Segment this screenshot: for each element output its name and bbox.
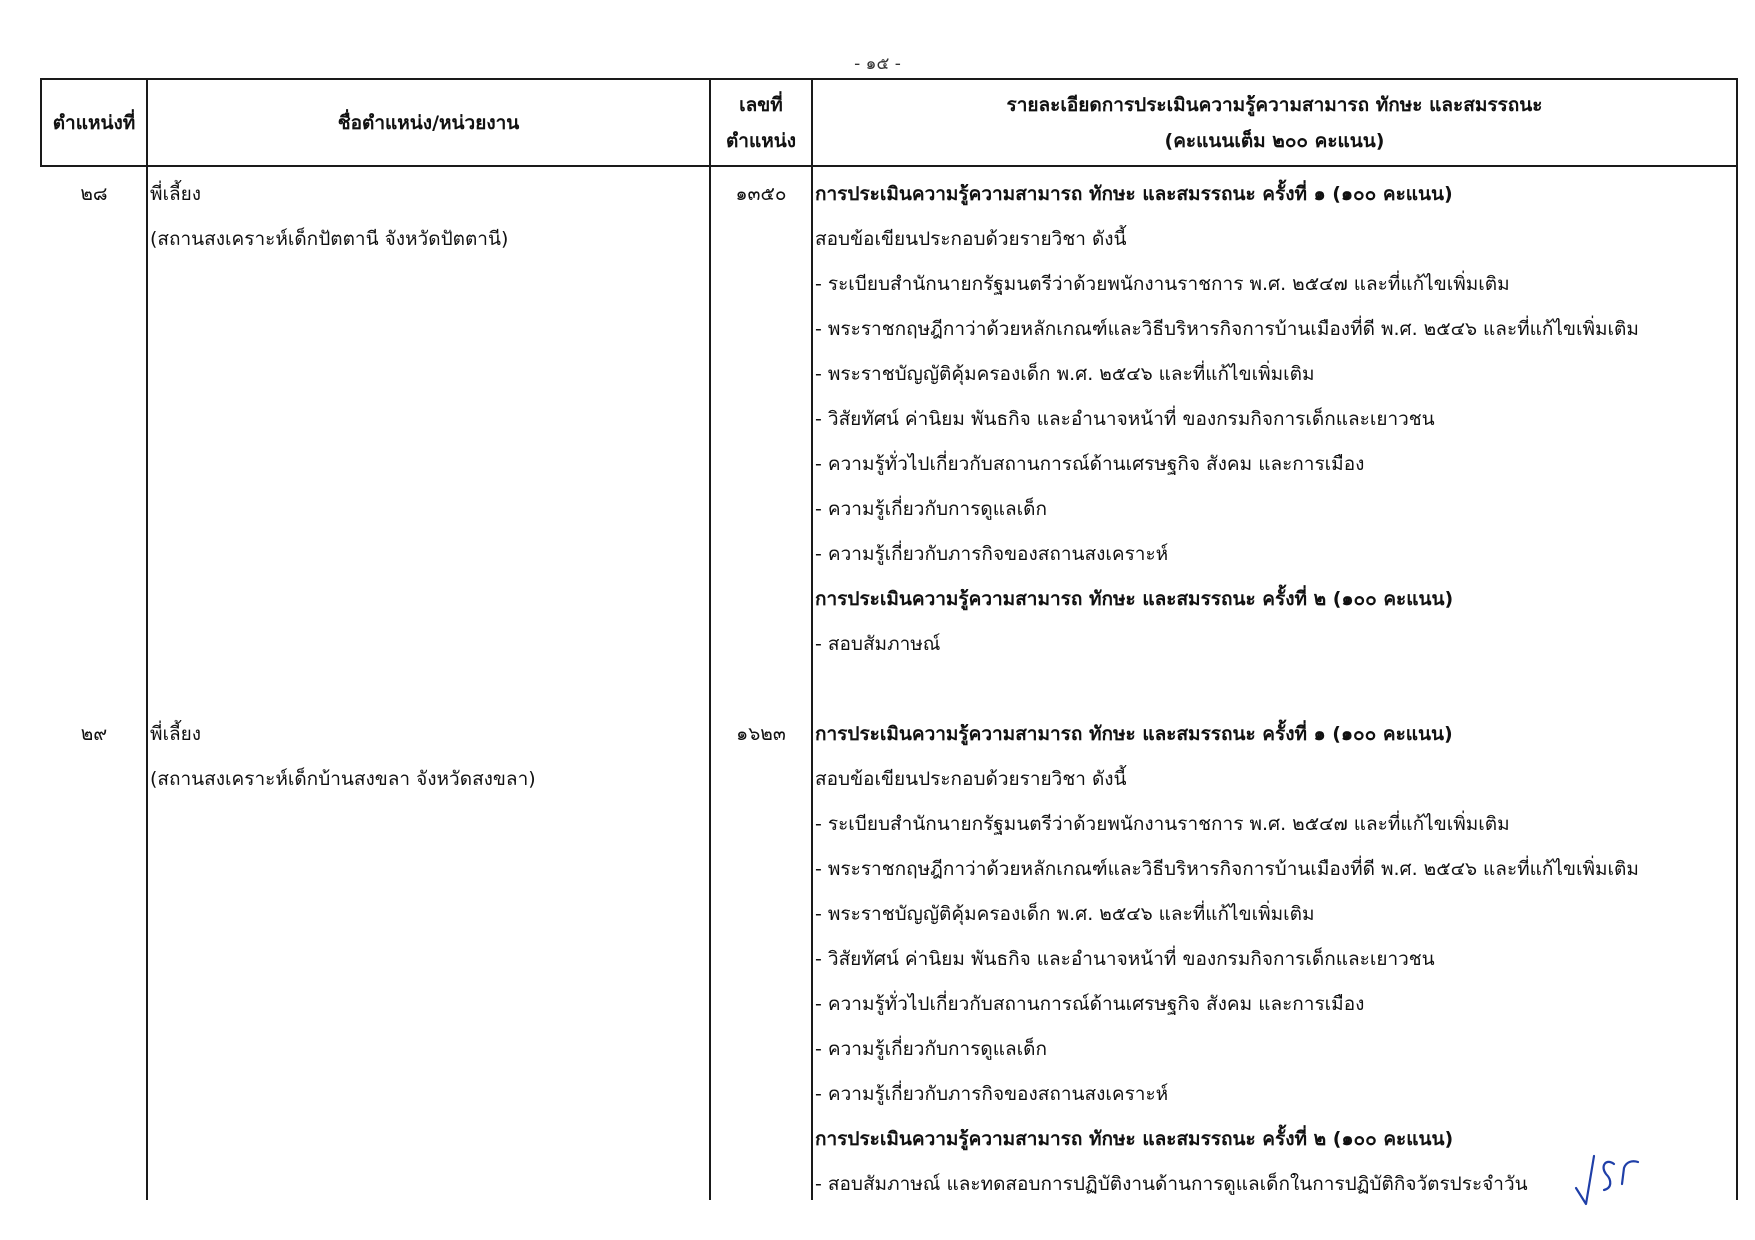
detail-line: - พระราชบัญญัติคุ้มครองเด็ก พ.ศ. ๒๕๔๖ และที่แก้ไขเพิ่มเติม xyxy=(815,363,1315,385)
detail-line: - ความรู้เกี่ยวกับภารกิจของสถานสงเคราะห์ xyxy=(815,1083,1169,1105)
row-details xyxy=(815,712,1639,1207)
header-details-line1: รายละเอียดการประเมินความรู้ความสามารถ ทักษะ และสมรรถนะ xyxy=(1006,94,1543,116)
detail-line: - สอบสัมภาษณ์ และทดสอบการปฏิบัติงานด้านการดูแลเด็กในการปฏิบัติกิจวัตรประจำวัน xyxy=(815,1173,1528,1195)
detail-line: - ความรู้ทั่วไปเกี่ยวกับสถานการณ์ด้านเศรษฐกิจ สังคม และการเมือง xyxy=(815,453,1365,475)
detail-heading: การประเมินความรู้ความสามารถ ทักษะ และสมรรถนะ ครั้งที่ ๑ (๑๐๐ คะแนน) xyxy=(815,723,1453,745)
detail-line: - ความรู้เกี่ยวกับการดูแลเด็ก xyxy=(815,1038,1047,1060)
row-position-number: ๑๓๕๐ xyxy=(735,183,787,205)
detail-line: - ความรู้ทั่วไปเกี่ยวกับสถานการณ์ด้านเศรษฐกิจ สังคม และการเมือง xyxy=(815,993,1365,1015)
column-divider-1 xyxy=(146,78,148,1200)
detail-line: - วิสัยทัศน์ ค่านิยม พันธกิจ และอำนาจหน้าที่ ของกรมกิจการเด็กและเยาวชน xyxy=(815,948,1435,970)
signature-icon xyxy=(1570,1148,1650,1212)
header-number-line1: เลขที่ xyxy=(739,94,783,116)
detail-line: - พระราชบัญญัติคุ้มครองเด็ก พ.ศ. ๒๕๔๖ และที่แก้ไขเพิ่มเติม xyxy=(815,903,1315,925)
detail-line: - ระเบียบสำนักนายกรัฐมนตรีว่าด้วยพนักงานราชการ พ.ศ. ๒๕๔๗ และที่แก้ไขเพิ่มเติม xyxy=(815,273,1510,295)
row-position-unit: (สถานสงเคราะห์เด็กปัตตานี จังหวัดปัตตานี) xyxy=(150,228,509,250)
detail-line: - วิสัยทัศน์ ค่านิยม พันธกิจ และอำนาจหน้าที่ ของกรมกิจการเด็กและเยาวชน xyxy=(815,408,1435,430)
header-position-no xyxy=(42,80,146,166)
detail-line: สอบข้อเขียนประกอบด้วยรายวิชา ดังนี้ xyxy=(815,228,1127,250)
detail-line: - พระราชกฤษฎีกาว่าด้วยหลักเกณฑ์และวิธีบริหารกิจการบ้านเมืองที่ดี พ.ศ. ๒๕๔๖ และที่แก้ไขเพิ่มเติม xyxy=(815,318,1639,340)
row-position-title: พี่เลี้ยง xyxy=(150,723,202,745)
page-number: - ๑๕ - xyxy=(854,54,901,74)
detail-line: - ความรู้เกี่ยวกับการดูแลเด็ก xyxy=(815,498,1047,520)
detail-line: - สอบสัมภาษณ์ xyxy=(815,633,941,655)
header-details-line2: (คะแนนเต็ม ๒๐๐ คะแนน) xyxy=(1164,130,1385,152)
column-divider-2 xyxy=(709,78,711,1200)
detail-line: - ระเบียบสำนักนายกรัฐมนตรีว่าด้วยพนักงานราชการ พ.ศ. ๒๕๔๗ และที่แก้ไขเพิ่มเติม xyxy=(815,813,1510,835)
detail-line: - ความรู้เกี่ยวกับภารกิจของสถานสงเคราะห์ xyxy=(815,543,1169,565)
row-position-no: ๒๘ xyxy=(80,183,108,205)
table-right-border xyxy=(1736,78,1738,1200)
detail-line: - พระราชกฤษฎีกาว่าด้วยหลักเกณฑ์และวิธีบริหารกิจการบ้านเมืองที่ดี พ.ศ. ๒๕๔๖ และที่แก้ไขเพิ่มเติม xyxy=(815,858,1639,880)
header-position-number xyxy=(711,80,811,166)
header-details xyxy=(813,80,1736,166)
row-position-number: ๑๖๒๓ xyxy=(736,723,786,745)
row-position-title: พี่เลี้ยง xyxy=(150,183,202,205)
row-details xyxy=(815,172,1639,667)
detail-heading: การประเมินความรู้ความสามารถ ทักษะ และสมรรถนะ ครั้งที่ ๑ (๑๐๐ คะแนน) xyxy=(815,183,1453,205)
header-position-no-label: ตำแหน่งที่ xyxy=(52,112,136,134)
column-divider-3 xyxy=(811,78,813,1200)
row-position-unit: (สถานสงเคราะห์เด็กบ้านสงขลา จังหวัดสงขลา) xyxy=(150,768,536,790)
header-position-name-label: ชื่อตำแหน่ง/หน่วยงาน xyxy=(337,112,520,134)
detail-heading: การประเมินความรู้ความสามารถ ทักษะ และสมรรถนะ ครั้งที่ ๒ (๑๐๐ คะแนน) xyxy=(815,1128,1454,1150)
header-position-name xyxy=(148,80,709,166)
row-position-no: ๒๙ xyxy=(80,723,108,745)
detail-heading: การประเมินความรู้ความสามารถ ทักษะ และสมรรถนะ ครั้งที่ ๒ (๑๐๐ คะแนน) xyxy=(815,588,1454,610)
header-number-line2: ตำแหน่ง xyxy=(725,130,797,152)
detail-line: สอบข้อเขียนประกอบด้วยรายวิชา ดังนี้ xyxy=(815,768,1127,790)
